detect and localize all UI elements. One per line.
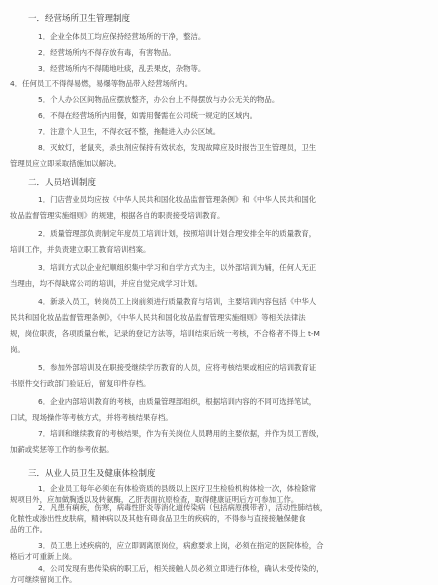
text-line: 妆品监督管理实施细则》的规建，根据各自的职责接受培训教育。 xyxy=(10,211,225,220)
list-item xyxy=(0,124,438,140)
list-item xyxy=(0,92,438,108)
text-line: 5．个人办公区间物品应摆放整齐，办公台上不得摆放与办公无关的物品。 xyxy=(38,95,280,104)
section-heading: 一．经营场所卫生管理制度 xyxy=(28,14,131,24)
list-item xyxy=(0,192,400,224)
text-line: 1．企业全体员工均应保持经营场所的干净，整洁。 xyxy=(38,32,206,41)
text-line: 1．企业员工每年必须在有体检资质的县级以上医疗卫生检验机构体检一次，体检除常 xyxy=(38,484,317,493)
list-item xyxy=(0,563,400,584)
text-line: 6．不得在经营场所内用餐，如需用餐需在公司统一规定的区域内。 xyxy=(38,111,258,120)
text-line: 2．凡患有痢疾，伤寒，病毒性肝炎等消化道传染病（包括病原携带者），活动性肺结核， xyxy=(38,503,328,512)
text-line: 民共和国化妆品监督管理条例》，《中华人民共和国化妆品监督管理实施细则》等相关法律法 xyxy=(10,313,306,322)
text-line: 书原件交行政部门验证后，留复印件存档。 xyxy=(10,379,151,388)
text-line: 4．新录入员工，转岗员工上岗前须进行质量教育与培训，主要培训内容包括《中华人 xyxy=(38,297,317,306)
text-line: 方可继续留岗工作。 xyxy=(10,575,77,584)
text-line: 管理员应立即采取措施加以解决。 xyxy=(10,159,121,168)
text-line: 2．经营场所内不得存放有毒，有害物品。 xyxy=(38,48,176,57)
list-item xyxy=(0,294,400,358)
text-line: 口试，现场操作等考核方式，并将考核结果存档。 xyxy=(10,413,173,422)
text-line: 品的工作。 xyxy=(10,525,47,534)
list-item xyxy=(0,61,438,77)
list-item xyxy=(0,29,438,45)
text-line: 化脓性或渗出性皮肤病，精神病以及其他有碍食品卫生的疾病的，不得参与直接接触保健食 xyxy=(10,514,306,523)
text-line: 规项目外，应加做胸透以及转氨酶，乙肝表面抗原检查，取得健康证明后方可参加工作。 xyxy=(10,495,299,504)
section-heading: 二．人员培训制度 xyxy=(28,178,97,188)
text-line: 3．经营场所内不得随地吐痰，乱丢果皮，杂物等。 xyxy=(38,64,206,73)
list-item xyxy=(0,502,400,535)
text-line: 3．培训方式以企业纪顺组织集中学习和自学方式为主，以外部培训为辅，任何人无正 xyxy=(38,263,317,272)
text-line: 培训工作，并负责建立职工教育培训档案。 xyxy=(10,245,151,254)
text-line: 1．门店营业员均应按《中华人民共和国化妆品监督管理条例》和《中华人民共和国化 xyxy=(38,195,317,204)
list-item xyxy=(0,426,400,458)
text-line: 7．培训和继续教育的考核结果，作为有关岗位人员聘用的主要依据，并作为员工晋级， xyxy=(38,429,324,438)
list-item xyxy=(0,260,400,292)
text-line: 当理由，均不得缺席公司的培训，并应自觉完成学习计划。 xyxy=(10,279,203,288)
text-line: 4．任何员工不得得易燃，易爆等物品带入经营场所内。 xyxy=(10,79,193,88)
text-line: 6．企业内部培训教育的考核，由质量管理部组织，根据培训内容的不同可选择笔试， xyxy=(38,397,317,406)
list-item xyxy=(0,76,410,92)
text-line: 规，岗位职责，各项质量台帐，记录的登记方法等，培训结束后统一考核，不合格者不得上 t-M xyxy=(10,329,320,338)
list-item xyxy=(0,226,400,258)
list-item xyxy=(0,394,400,426)
list-item xyxy=(0,45,438,61)
text-line: 5．参加外部培训及在职接受继续学历教育的人员，应将考核结果或相应的培训教育证 xyxy=(38,363,317,372)
text-line: 格后才可重新上岗。 xyxy=(10,552,77,561)
list-item xyxy=(0,360,400,392)
text-line: 岗。 xyxy=(10,345,25,354)
list-item xyxy=(0,140,400,172)
section-heading: 三．从业人员卫生及健康体检制度 xyxy=(28,469,156,479)
text-line: 加薪或奖惩等工作的参考依据。 xyxy=(10,445,114,454)
list-item xyxy=(0,108,438,124)
text-line: 4．公司发现有患传染病的职工后，相关接触人员必须立即进行体检，确认未受传染的， xyxy=(38,564,324,573)
text-line: 7．注意个人卫生，不得衣冠不整，拖鞋进入办公区域。 xyxy=(38,127,221,136)
text-line: 2．质量管理部负责制定年度员工培训计划，按照培训计划合理安排全年的质量教育， xyxy=(38,229,317,238)
list-item xyxy=(0,540,400,562)
text-line: 8．灭蚊灯，老鼠夹，杀虫剂应保持有效状态，发现故障应及时报告卫生管理员，卫生 xyxy=(38,143,317,152)
text-line: 3．员工患上述疾病的，应立即调离原岗位，病愈要求上岗，必须在指定的医院体检，合 xyxy=(38,541,324,550)
